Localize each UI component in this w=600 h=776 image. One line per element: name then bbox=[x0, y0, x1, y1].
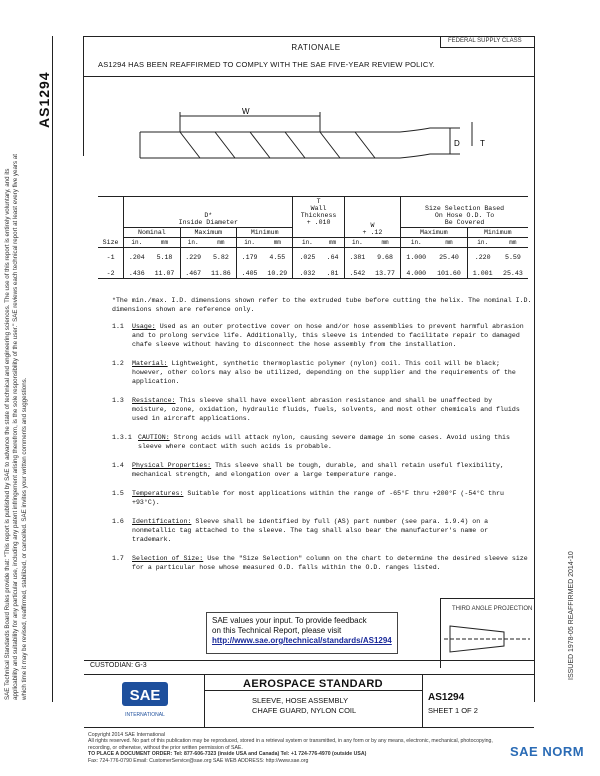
unit-in: in. bbox=[293, 237, 321, 247]
feedback-line1: SAE values your input. To provide feedback bbox=[212, 616, 367, 625]
sheet-number: SHEET 1 OF 2 bbox=[428, 706, 478, 715]
th-maximum: Maximum bbox=[180, 227, 236, 237]
doc-number: AS1294 bbox=[428, 692, 465, 703]
table-footnote: *The min./max. I.D. dimensions shown refer to the extruded tube before cutting the helix. The nominal I.D. dimensions shown are reference only. bbox=[112, 297, 532, 313]
section-selection: 1.7 Selection of Size: Use the "Size Selection" column on the chart to determine the desired sleeve size for a particular hose whose measured O.D. falls within the O.D. ranges listed. bbox=[112, 555, 528, 571]
taper-bottom bbox=[400, 154, 460, 158]
section-usage: 1.1 Usage: Used as an outer protective cover on hose and/or hose assemblies to prevent harmful abrasion and to prolong service life. Additionally, this sleeve is intended to facilitate repair to damaged chafe sleeve without having to disconnect the hose assembly from the installation. bbox=[112, 323, 524, 348]
custodian-row bbox=[84, 660, 534, 672]
projection-label: THIRD ANGLE PROJECTION bbox=[452, 606, 533, 612]
title-block-divider bbox=[422, 674, 423, 728]
legal-notice: SAE Technical Standards Board Rules provide that: "This report is published by SAE to advance the state of technical and engineering sciences. The use of this report is entirely voluntary, and its applicability and suitability for any particular use, including any patent infringement arising therefrom, is the sole responsibility of the user." SAE reviews each technical report at least every five years at which time it may be revised, reaffirmed, stabilized, or cancelled. SAE invites your written comments and suggestions. bbox=[4, 154, 28, 700]
th-max2: Maximum bbox=[401, 227, 467, 237]
unit-in: in. bbox=[237, 237, 263, 247]
label-t: T bbox=[480, 139, 485, 148]
taper-top bbox=[400, 128, 460, 132]
unit-mm: mm bbox=[206, 237, 237, 247]
unit-mm: mm bbox=[149, 237, 180, 247]
unit-mm: mm bbox=[498, 237, 528, 247]
section-caution: 1.3.1 CAUTION: Strong acids will attack nylon, causing severe damage in some cases. Avoid using this sleeve where contact with such acids is probable. bbox=[112, 434, 510, 450]
copyright-block: Copyright 2014 SAE International All rights reserved. No part of this publication may be reproduced, stored in a retrieval system or transmitted, in any form or by any means, electronic, mechanical, photocopying, recording, or otherwise, without the prior written permission of SAE. TO PLACE A DOCUMENT ORDER: Tel: 877-606-7323 (inside USA and Canada) Tel: +1 724-776-4970 (outside USA) Fax: 724-776-0790 Email: CustomerService@sae.org SAE WEB ADDRESS: http://www.sae.org bbox=[88, 732, 493, 764]
title-block-rule bbox=[204, 690, 422, 691]
feedback-box bbox=[206, 612, 398, 654]
spec-sections bbox=[112, 322, 530, 582]
logo-text: SAE bbox=[129, 687, 161, 704]
section-identification: 1.6 Identification: Sleeve shall be identified by full (AS) part number (see para. 1.9.4) on a nonmetallic tag attached to the sleeve. The tag shall also bear the manufacturer's name or trademark. bbox=[112, 518, 489, 543]
th-w: W + .12 bbox=[344, 197, 400, 238]
doc-id-vertical: AS1294 bbox=[36, 71, 52, 128]
th-t: T Wall Thickness + .010 bbox=[293, 197, 344, 228]
unit-mm: mm bbox=[262, 237, 293, 247]
rationale-divider bbox=[84, 76, 534, 77]
unit-mm: mm bbox=[321, 237, 344, 247]
dimension-table bbox=[98, 196, 528, 279]
feedback-line2: on this Technical Report, please visit bbox=[212, 626, 342, 635]
logo-subtext: INTERNATIONAL bbox=[125, 712, 165, 718]
sleeve-diagram bbox=[120, 102, 500, 182]
section-temperatures: 1.5 Temperatures: Suitable for most applications within the range of -65°F thru +200°F (-54°C thru +93°C). bbox=[112, 490, 504, 506]
th-selection: Size Selection Based On Hose O.D. To Be Covered bbox=[401, 197, 528, 228]
doc-title-line2: CHAFE GUARD, NYLON COIL bbox=[252, 706, 357, 715]
section-physical: 1.4 Physical Properties: This sleeve shall be tough, durable, and shall retain useful flexibility, mechanical strength, and elongation over a large temperature range. bbox=[112, 462, 504, 478]
th-size: Size bbox=[102, 238, 119, 246]
issue-dates: ISSUED 1978-05 REAFFIRMED 2014-10 bbox=[568, 551, 575, 680]
label-w: W bbox=[242, 107, 250, 116]
table-row: -1 .204 5.18 .229 5.82 .179 4.55 .025 .64 .381 9.68 1.000 25.40 .220 5.59 bbox=[98, 247, 528, 262]
helix-cuts bbox=[180, 132, 375, 158]
label-d: D bbox=[454, 139, 460, 148]
doc-title-line1: SLEEVE, HOSE ASSEMBLY bbox=[252, 696, 349, 705]
custodian: CUSTODIAN: G-3 bbox=[90, 662, 147, 669]
unit-in: in. bbox=[401, 237, 432, 247]
brand-watermark: SAE NORM bbox=[510, 744, 585, 759]
section-resistance: 1.3 Resistance: This sleeve shall have excellent abrasion resistance and shall be unaffected by moisture, ozone, oxidation, hydraulic fluids, fuels, solvents, and most other chemicals and fluids used in aircraft applications. bbox=[112, 397, 520, 422]
th-nominal: Nominal bbox=[124, 227, 180, 237]
unit-in: in. bbox=[344, 237, 370, 247]
unit-mm: mm bbox=[370, 237, 401, 247]
frame-right bbox=[534, 36, 535, 702]
rationale-text: AS1294 HAS BEEN REAFFIRMED TO COMPLY WITH THE SAE FIVE-YEAR REVIEW POLICY. bbox=[98, 60, 435, 69]
unit-in: in. bbox=[124, 237, 150, 247]
standard-type: AEROSPACE STANDARD bbox=[242, 678, 384, 690]
th-d: D* Inside Diameter bbox=[124, 197, 293, 228]
unit-in: in. bbox=[467, 237, 498, 247]
projection-symbol bbox=[444, 616, 530, 660]
table-row: -2 .436 11.07 .467 11.86 .405 10.29 .032 .81 .542 13.77 4.000 101.60 1.001 25.43 bbox=[98, 262, 528, 279]
fed-class-label: FEDERAL SUPPLY CLASS bbox=[448, 38, 522, 44]
feedback-link[interactable]: http://www.sae.org/technical/standards/AS1294 bbox=[212, 636, 392, 645]
th-min2: Minimum bbox=[467, 227, 528, 237]
unit-mm: mm bbox=[431, 237, 467, 247]
th-t-spacer bbox=[293, 227, 344, 237]
doc-id-cell bbox=[54, 36, 84, 156]
sae-logo bbox=[120, 680, 170, 722]
left-margin-rule bbox=[52, 36, 53, 702]
section-material: 1.2 Material: Lightweight, synthetic thermoplastic polymer (nylon) coil. This coil will be black; however, other colors may also be utilized, depending on the supplier and the requirements of the application. bbox=[112, 360, 516, 385]
th-minimum: Minimum bbox=[237, 227, 293, 237]
rationale-title: RATIONALE bbox=[291, 43, 341, 52]
unit-in: in. bbox=[180, 237, 206, 247]
